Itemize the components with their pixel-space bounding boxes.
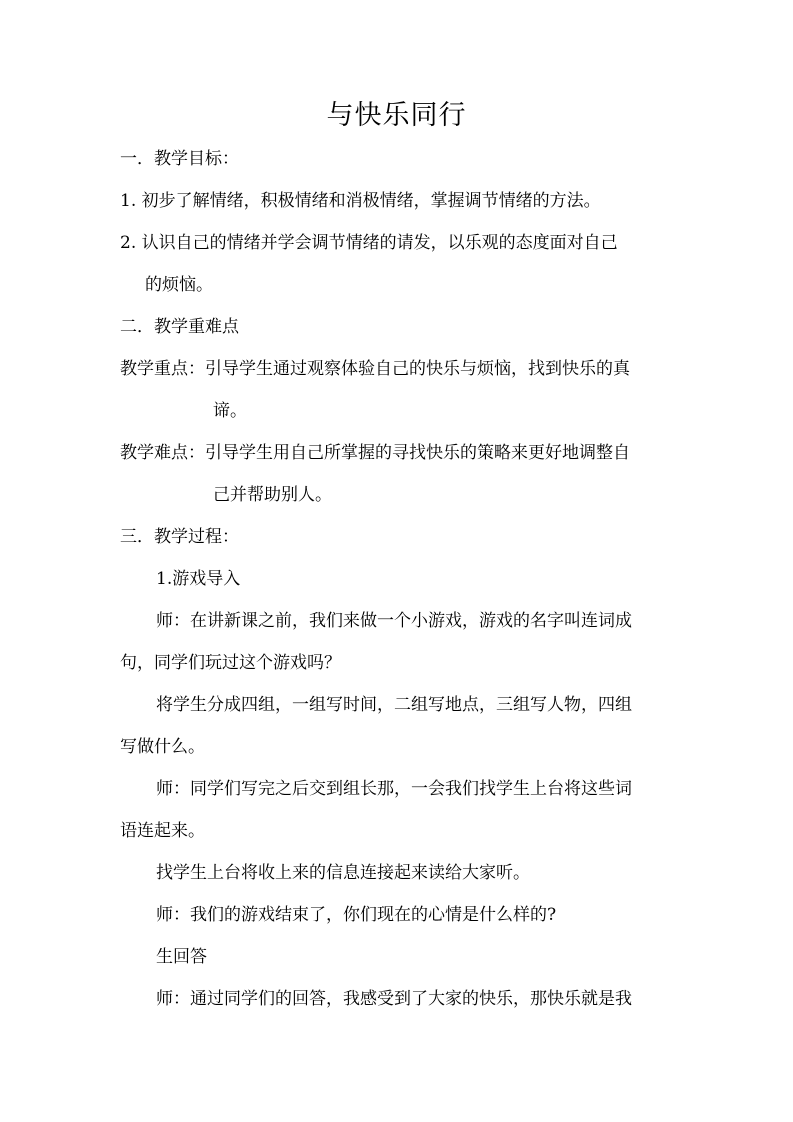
paragraph-4: 找学生上台将收上来的信息连接起来读给大家听。 <box>156 863 530 883</box>
document-title: 与快乐同行 <box>326 100 467 131</box>
paragraph-7-line-1: 师：通过同学们的回答，我感受到了大家的快乐，那快乐就是我 <box>156 989 632 1009</box>
objective-2-line-1: 2. 认识自己的情绪并学会调节情绪的请发，以乐观的态度面对自己 <box>120 233 618 253</box>
section-heading-objectives: 一．教学目标： <box>120 149 239 169</box>
section-heading-key-points: 二．教学重难点 <box>120 317 239 337</box>
step-1-heading: 1.游戏导入 <box>156 569 241 589</box>
difficult-point-label: 教学难点： <box>120 443 205 463</box>
paragraph-5: 师：我们的游戏结束了，你们现在的心情是什么样的? <box>156 905 557 925</box>
difficult-point-line-2: 己并帮助别人。 <box>213 485 332 505</box>
paragraph-3-line-1: 师：同学们写完之后交到组长那，一会我们找学生上台将这些词 <box>156 779 632 799</box>
paragraph-3-line-2: 语连起来。 <box>120 821 205 841</box>
key-point-line-2: 谛。 <box>213 401 247 421</box>
difficult-point-text: 引导学生用自己所掌握的寻找快乐的策略来更好地调整自 <box>205 443 630 463</box>
key-point-text: 引导学生通过观察体验自己的快乐与烦恼，找到快乐的真 <box>205 359 630 379</box>
paragraph-6: 生回答 <box>156 947 207 967</box>
objective-1: 1. 初步了解情绪，积极情绪和消极情绪，掌握调节情绪的方法。 <box>120 191 601 211</box>
key-point-label: 教学重点： <box>120 359 205 379</box>
difficult-point-line-1 <box>120 441 630 465</box>
section-heading-process: 三．教学过程： <box>120 527 239 547</box>
paragraph-2-line-1: 将学生分成四组，一组写时间，二组写地点，三组写人物，四组 <box>156 695 632 715</box>
paragraph-1-line-2: 句，同学们玩过这个游戏吗？ <box>120 653 341 673</box>
paragraph-2-line-2: 写做什么。 <box>120 737 205 757</box>
key-point-line-1 <box>120 357 630 381</box>
paragraph-1-line-1: 师：在讲新课之前，我们来做一个小游戏，游戏的名字叫连词成 <box>156 611 632 631</box>
objective-2-line-2: 的烦恼。 <box>145 275 213 295</box>
